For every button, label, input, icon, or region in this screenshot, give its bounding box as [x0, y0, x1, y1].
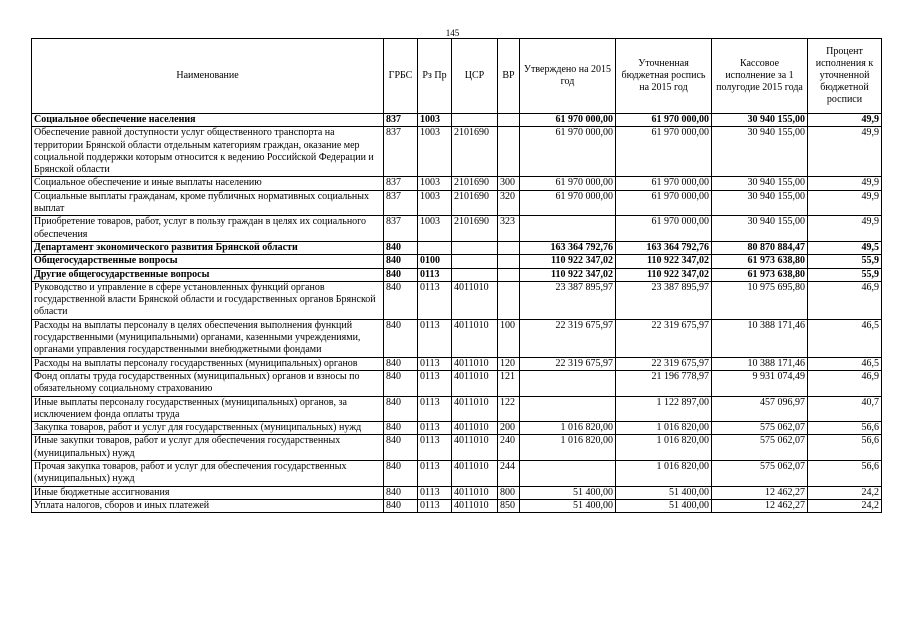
cell-cash: 30 940 155,00 [712, 190, 808, 216]
cell-grbs: 837 [384, 190, 418, 216]
cell-approved [520, 461, 616, 487]
cell-vr: 300 [498, 177, 520, 190]
cell-cash: 80 870 884,47 [712, 241, 808, 254]
cell-cash: 457 096,97 [712, 396, 808, 422]
cell-approved: 163 364 792,76 [520, 241, 616, 254]
cell-approved: 110 922 347,02 [520, 255, 616, 268]
cell-vr: 122 [498, 396, 520, 422]
header-grbs: ГРБС [384, 39, 418, 114]
cell-vr [498, 268, 520, 281]
cell-grbs: 840 [384, 435, 418, 461]
cell-rzpr: 0113 [418, 499, 452, 512]
cell-percent: 49,9 [808, 216, 882, 242]
cell-vr: 320 [498, 190, 520, 216]
cell-refined: 61 970 000,00 [616, 190, 712, 216]
cell-rzpr: 0113 [418, 396, 452, 422]
cell-grbs: 840 [384, 499, 418, 512]
cell-name: Расходы на выплаты персоналу государственных (муниципальных) органов [32, 357, 384, 370]
cell-rzpr: 0100 [418, 255, 452, 268]
cell-cash: 575 062,07 [712, 422, 808, 435]
cell-rzpr: 0113 [418, 281, 452, 319]
cell-name: Иные закупки товаров, работ и услуг для обеспечения государственных (муниципальных) нужд [32, 435, 384, 461]
cell-csr: 4011010 [452, 486, 498, 499]
cell-name: Расходы на выплаты персоналу в целях обеспечения выполнения функций государственными (муниципальными) органами, казенными учреждениями, органами управления государственными внебюджетными фондами [32, 319, 384, 357]
cell-vr: 120 [498, 357, 520, 370]
cell-rzpr: 1003 [418, 114, 452, 127]
header-csr: ЦСР [452, 39, 498, 114]
cell-cash: 10 388 171,46 [712, 357, 808, 370]
cell-refined: 22 319 675,97 [616, 319, 712, 357]
cell-refined: 22 319 675,97 [616, 357, 712, 370]
cell-grbs: 840 [384, 370, 418, 396]
cell-grbs: 840 [384, 255, 418, 268]
cell-approved: 23 387 895,97 [520, 281, 616, 319]
cell-name: Закупка товаров, работ и услуг для государственных (муниципальных) нужд [32, 422, 384, 435]
cell-grbs: 837 [384, 177, 418, 190]
cell-rzpr: 1003 [418, 177, 452, 190]
cell-percent: 24,2 [808, 499, 882, 512]
budget-table [31, 38, 882, 513]
cell-approved: 61 970 000,00 [520, 114, 616, 127]
cell-grbs: 840 [384, 268, 418, 281]
cell-vr: 800 [498, 486, 520, 499]
cell-rzpr: 0113 [418, 319, 452, 357]
cell-vr: 200 [498, 422, 520, 435]
cell-refined: 1 016 820,00 [616, 461, 712, 487]
cell-rzpr: 0113 [418, 268, 452, 281]
cell-cash: 10 388 171,46 [712, 319, 808, 357]
cell-percent: 56,6 [808, 422, 882, 435]
cell-refined: 61 970 000,00 [616, 177, 712, 190]
cell-percent: 49,9 [808, 114, 882, 127]
header-row [32, 39, 882, 114]
cell-grbs: 837 [384, 127, 418, 177]
cell-vr [498, 281, 520, 319]
cell-rzpr: 0113 [418, 357, 452, 370]
table-row [32, 319, 882, 357]
cell-name: Фонд оплаты труда государственных (муниципальных) органов и взносы по обязательному социальному страхованию [32, 370, 384, 396]
table-row [32, 281, 882, 319]
cell-refined: 51 400,00 [616, 499, 712, 512]
cell-csr: 4011010 [452, 499, 498, 512]
cell-grbs: 840 [384, 486, 418, 499]
cell-approved: 51 400,00 [520, 499, 616, 512]
cell-approved: 51 400,00 [520, 486, 616, 499]
cell-refined: 1 122 897,00 [616, 396, 712, 422]
cell-approved: 110 922 347,02 [520, 268, 616, 281]
cell-refined: 21 196 778,97 [616, 370, 712, 396]
cell-grbs: 840 [384, 461, 418, 487]
cell-name: Социальное обеспечение и иные выплаты населению [32, 177, 384, 190]
cell-grbs: 840 [384, 357, 418, 370]
cell-cash: 575 062,07 [712, 461, 808, 487]
cell-refined: 1 016 820,00 [616, 422, 712, 435]
cell-csr: 4011010 [452, 435, 498, 461]
cell-cash: 61 973 638,80 [712, 255, 808, 268]
cell-percent: 49,9 [808, 177, 882, 190]
header-vr: ВР [498, 39, 520, 114]
cell-approved: 22 319 675,97 [520, 357, 616, 370]
cell-cash: 30 940 155,00 [712, 216, 808, 242]
table-row [32, 461, 882, 487]
cell-percent: 55,9 [808, 268, 882, 281]
cell-csr: 2101690 [452, 127, 498, 177]
cell-csr: 4011010 [452, 461, 498, 487]
cell-percent: 24,2 [808, 486, 882, 499]
cell-name: Приобретение товаров, работ, услуг в пользу граждан в целях их социального обеспечения [32, 216, 384, 242]
cell-csr: 2101690 [452, 190, 498, 216]
cell-cash: 575 062,07 [712, 435, 808, 461]
cell-vr [498, 255, 520, 268]
cell-grbs: 837 [384, 216, 418, 242]
cell-vr: 244 [498, 461, 520, 487]
table-row [32, 357, 882, 370]
cell-name: Социальные выплаты гражданам, кроме публичных нормативных социальных выплат [32, 190, 384, 216]
cell-rzpr [418, 241, 452, 254]
cell-percent: 56,6 [808, 435, 882, 461]
table-row [32, 268, 882, 281]
header-refined: Уточненная бюджетная роспись на 2015 год [616, 39, 712, 114]
table-row [32, 499, 882, 512]
cell-name: Социальное обеспечение населения [32, 114, 384, 127]
cell-cash: 61 973 638,80 [712, 268, 808, 281]
cell-csr: 4011010 [452, 357, 498, 370]
table-row [32, 435, 882, 461]
cell-name: Другие общегосударственные вопросы [32, 268, 384, 281]
table-row [32, 114, 882, 127]
cell-csr: 4011010 [452, 319, 498, 357]
cell-csr: 4011010 [452, 281, 498, 319]
cell-rzpr: 0113 [418, 486, 452, 499]
cell-cash: 30 940 155,00 [712, 177, 808, 190]
cell-approved: 1 016 820,00 [520, 422, 616, 435]
cell-refined: 61 970 000,00 [616, 127, 712, 177]
cell-cash: 12 462,27 [712, 499, 808, 512]
cell-refined: 110 922 347,02 [616, 268, 712, 281]
table-row [32, 422, 882, 435]
table-row [32, 177, 882, 190]
cell-vr: 850 [498, 499, 520, 512]
cell-name: Общегосударственные вопросы [32, 255, 384, 268]
cell-name: Департамент экономического развития Брянской области [32, 241, 384, 254]
table-row [32, 241, 882, 254]
cell-percent: 46,5 [808, 319, 882, 357]
cell-percent: 46,5 [808, 357, 882, 370]
header-cash: Кассовое исполнение за 1 полугодие 2015 года [712, 39, 808, 114]
cell-vr: 121 [498, 370, 520, 396]
cell-csr: 2101690 [452, 177, 498, 190]
cell-rzpr: 0113 [418, 370, 452, 396]
table-row [32, 127, 882, 177]
header-percent: Процент исполнения к уточненной бюджетной росписи [808, 39, 882, 114]
cell-percent: 49,9 [808, 127, 882, 177]
cell-approved: 61 970 000,00 [520, 127, 616, 177]
cell-approved [520, 396, 616, 422]
cell-approved [520, 216, 616, 242]
cell-vr [498, 127, 520, 177]
cell-vr: 323 [498, 216, 520, 242]
cell-csr [452, 241, 498, 254]
cell-name: Прочая закупка товаров, работ и услуг для обеспечения государственных (муниципальных) нужд [32, 461, 384, 487]
cell-refined: 61 970 000,00 [616, 114, 712, 127]
table-row [32, 396, 882, 422]
cell-refined: 1 016 820,00 [616, 435, 712, 461]
cell-cash: 12 462,27 [712, 486, 808, 499]
table-row [32, 216, 882, 242]
cell-cash: 30 940 155,00 [712, 127, 808, 177]
cell-name: Иные выплаты персоналу государственных (муниципальных) органов, за исключением фонда оплаты труда [32, 396, 384, 422]
header-name: Наименование [32, 39, 384, 114]
cell-vr [498, 241, 520, 254]
cell-grbs: 837 [384, 114, 418, 127]
cell-csr: 4011010 [452, 396, 498, 422]
cell-vr: 240 [498, 435, 520, 461]
cell-csr: 2101690 [452, 216, 498, 242]
cell-approved: 61 970 000,00 [520, 177, 616, 190]
cell-cash: 30 940 155,00 [712, 114, 808, 127]
header-approved: Утверждено на 2015 год [520, 39, 616, 114]
table-row [32, 486, 882, 499]
cell-percent: 46,9 [808, 281, 882, 319]
cell-vr [498, 114, 520, 127]
cell-cash: 10 975 695,80 [712, 281, 808, 319]
table-row [32, 370, 882, 396]
cell-csr: 4011010 [452, 422, 498, 435]
cell-csr [452, 255, 498, 268]
cell-refined: 110 922 347,02 [616, 255, 712, 268]
cell-approved: 61 970 000,00 [520, 190, 616, 216]
cell-rzpr: 0113 [418, 422, 452, 435]
cell-rzpr: 1003 [418, 216, 452, 242]
cell-refined: 61 970 000,00 [616, 216, 712, 242]
cell-name: Руководство и управление в сфере установленных функций органов государственной власти Брянской области и государственных органов Брянской области [32, 281, 384, 319]
cell-refined: 51 400,00 [616, 486, 712, 499]
cell-rzpr: 1003 [418, 127, 452, 177]
page-number: 145 [445, 28, 460, 38]
cell-rzpr: 0113 [418, 461, 452, 487]
cell-cash: 9 931 074,49 [712, 370, 808, 396]
cell-grbs: 840 [384, 241, 418, 254]
cell-percent: 56,6 [808, 461, 882, 487]
cell-percent: 49,5 [808, 241, 882, 254]
cell-rzpr: 0113 [418, 435, 452, 461]
cell-approved [520, 370, 616, 396]
cell-name: Обеспечение равной доступности услуг общественного транспорта на территории Брянской области отдельным категориям граждан, оказание мер социальной поддержки которым относится к ведению Российской Федерации и Брянской области [32, 127, 384, 177]
cell-csr: 4011010 [452, 370, 498, 396]
cell-vr: 100 [498, 319, 520, 357]
cell-grbs: 840 [384, 422, 418, 435]
cell-percent: 55,9 [808, 255, 882, 268]
cell-name: Иные бюджетные ассигнования [32, 486, 384, 499]
cell-refined: 23 387 895,97 [616, 281, 712, 319]
cell-rzpr: 1003 [418, 190, 452, 216]
cell-grbs: 840 [384, 281, 418, 319]
cell-grbs: 840 [384, 396, 418, 422]
cell-approved: 22 319 675,97 [520, 319, 616, 357]
cell-refined: 163 364 792,76 [616, 241, 712, 254]
table-row [32, 255, 882, 268]
cell-name: Уплата налогов, сборов и иных платежей [32, 499, 384, 512]
cell-grbs: 840 [384, 319, 418, 357]
table-row [32, 190, 882, 216]
cell-percent: 40,7 [808, 396, 882, 422]
cell-csr [452, 114, 498, 127]
cell-percent: 49,9 [808, 190, 882, 216]
cell-csr [452, 268, 498, 281]
cell-percent: 46,9 [808, 370, 882, 396]
header-rzpr: Рз Пр [418, 39, 452, 114]
cell-approved: 1 016 820,00 [520, 435, 616, 461]
